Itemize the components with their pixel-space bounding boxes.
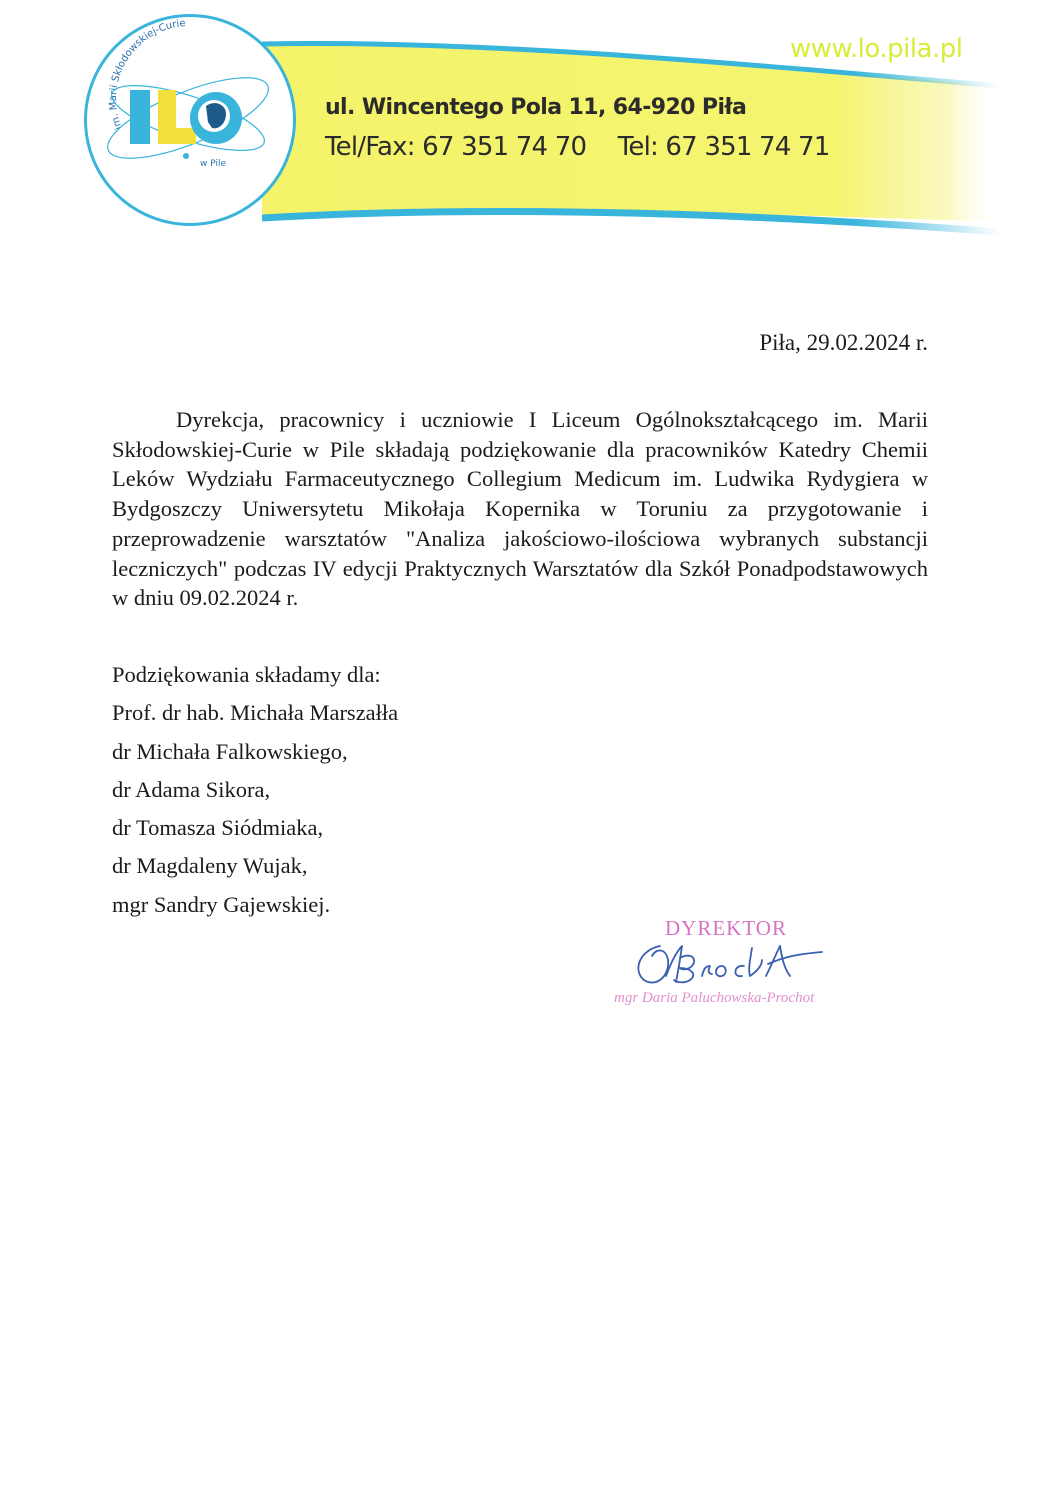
recipient-item: dr Michała Falkowskiego, xyxy=(112,738,348,764)
telfax-number: Tel/Fax: 67 351 74 70 xyxy=(325,132,587,162)
phone-numbers xyxy=(325,132,829,162)
recipient-item: mgr Sandry Gajewskiej. xyxy=(112,891,331,917)
thanks-list xyxy=(112,656,398,924)
director-stamp-title: DYREKTOR xyxy=(665,916,787,940)
recipient-item: Prof. dr hab. Michała Marszałła xyxy=(112,700,399,726)
recipient-item: dr Magdaleny Wujak, xyxy=(112,853,308,879)
handwritten-signature xyxy=(626,936,836,996)
logo-subtext: w Pile xyxy=(200,159,226,169)
letterhead xyxy=(0,0,1042,260)
school-address: ul. Wincentego Pola 11, 64-920 Piła xyxy=(325,95,747,120)
director-stamp-name: mgr Daria Paluchowska-Prochot xyxy=(614,990,815,1006)
school-logo-emblem xyxy=(0,0,300,240)
tel-number: Tel: 67 351 74 71 xyxy=(617,132,830,162)
recipient-item: dr Adama Sikora, xyxy=(112,776,271,802)
recipient-item: dr Tomasza Siódmiaka, xyxy=(112,815,324,841)
letter-date: Piła, 29.02.2024 r. xyxy=(759,330,928,355)
logo-arc-text: im. Marii Skłodowskiej-Curie xyxy=(107,18,186,132)
thanks-intro: Podziękowania składamy dla: xyxy=(112,662,381,687)
letter-body: Dyrekcja, pracownicy i uczniowie I Liceum Ogólnokształcącego im. Marii Skłodowskiej-Curie w Pile składają podziękowanie dla pracowników Katedry Chemii Leków Wydziału Farmaceutycznego Collegium Medicum im. Ludwika Rydygiera w Bydgoszczy Uniwersytetu Mikołaja Kopernika w Toruniu za przygotowanie i przeprowadzenie warsztatów "Analiza jakościowo-ilościowa wybranych substancji leczniczych" podczas IV edycji Praktycznych Warsztatów dla Szkół Ponadpodstawowych w dniu 09.02.2024 r. xyxy=(112,407,928,611)
website-url: www.lo.pila.pl xyxy=(790,34,963,64)
